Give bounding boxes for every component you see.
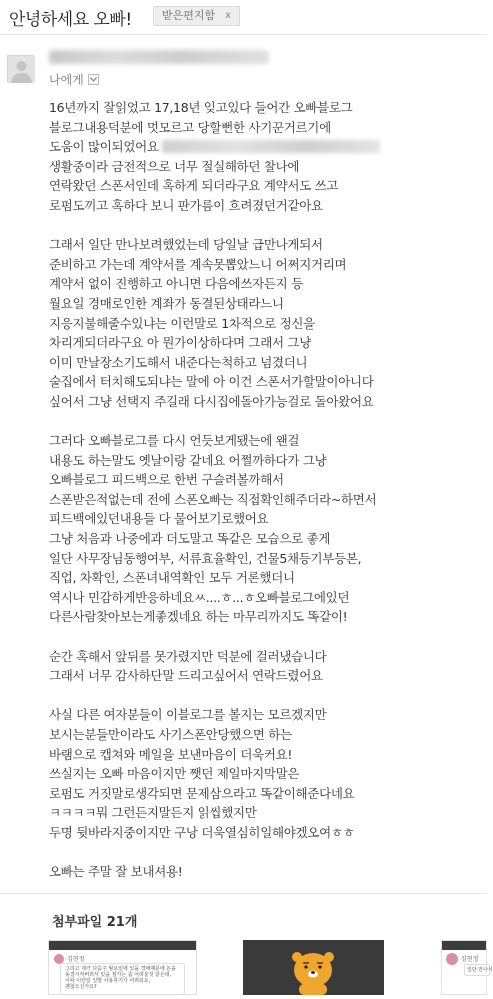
sender-name-redacted <box>49 50 269 64</box>
chat-sender-name: 김현정 <box>461 956 479 963</box>
chat-line: 괜찮으신가요? <box>65 984 97 990</box>
folder-tag-label: 받은편지함 <box>162 9 216 22</box>
chat-line: 그리고 제가 다음주 월요일에 있을 경매때문에 돈을 <box>65 966 176 972</box>
chat-sender-name: 김현정 <box>67 956 85 963</box>
body-line: 내용도 하는말도 옛날이랑 같네요 어쩔까하다가 그냥 <box>49 452 327 468</box>
ryan-character-emoticon-icon <box>243 940 384 995</box>
chat-topbar <box>442 941 486 950</box>
chat-bubble: 일단 만나서 <box>464 964 490 976</box>
chat-topbar <box>49 941 196 950</box>
body-line-text: 도움이 많이되었어요 <box>49 139 159 155</box>
body-line: 오빠는 주말 잘 보내셔용! <box>49 864 183 880</box>
mail-header <box>0 0 487 34</box>
body-line: 바램으로 캡쳐와 메일을 보낸마음이 더욱커요! <box>49 746 293 762</box>
folder-tag-remove-button[interactable]: x <box>225 10 232 21</box>
body-line: 사실 다른 여자분들이 이블로그를 볼지는 모르겠지만 <box>49 707 327 723</box>
body-line: 월요일 경매로인한 계좌가 동결된상태라느니 <box>49 295 284 311</box>
body-paragraph-3 <box>49 431 481 627</box>
body-line: ㅋㅋㅋㅋ뭐 그런든지말든지 읽씹했지만 <box>49 805 257 821</box>
body-line: 로펌도 거짓말로생각되면 문제삼으라고 똑같이해준다네요 <box>49 785 355 801</box>
header-divider <box>0 34 487 35</box>
body-line: 싶어서 그냥 선택지 주길래 다시집에돌아가능걸로 돌아왔어요 <box>49 393 374 409</box>
sender-avatar-icon <box>7 55 34 82</box>
body-line: 로펌도끼고 혹하다 보니 판가름이 흐려졌던거같아요 <box>49 197 323 213</box>
chat-line: 이따 이런일 일말 사용하기가 어려워요, <box>65 978 151 984</box>
body-line: 술집에서 터치해도되냐는 말에 아 이건 스폰서가할말이아니다 <box>49 374 374 390</box>
body-line: 블로그내용덕분에 멋모르고 당할뻔한 사기꾼거르기에 <box>49 119 331 135</box>
body-line: 직업, 차확인, 스폰녀내역확인 모두 거론했더니 <box>49 570 295 586</box>
body-line: 지응지불해줄수있냐는 이런말로 1차적으로 정신을 <box>49 315 315 331</box>
body-line: 생활중이라 금전적으로 너무 절실해하던 찰나에 <box>49 158 300 174</box>
folder-tag-inbox[interactable] <box>153 6 240 26</box>
body-line: 그러다 오빠블로그를 다시 언듯보게됐는에 왠걸 <box>49 433 300 449</box>
body-paragraph-2 <box>49 235 481 411</box>
attachment-divider <box>0 893 487 894</box>
chat-bubble <box>60 963 185 995</box>
body-line: 준비하고 가는데 계약서를 계속못뽑았느니 어쩌지거리며 <box>49 256 347 272</box>
chevron-down-icon[interactable] <box>88 74 99 85</box>
mail-subject: 안녕하세요 오빠! <box>9 10 132 30</box>
chat-line: 동결시켜버려서 있을 점가는 좀 어려울것 같은데, <box>65 972 172 978</box>
attachment-thumbnail-2[interactable] <box>243 940 384 995</box>
body-paragraph-1 <box>49 98 481 216</box>
body-line-with-redaction <box>49 137 481 157</box>
body-line: 역시나 민감하게반응하네요ㅆ....ㅎ...ㅎ오빠블로그에있던 <box>49 589 350 605</box>
body-line: 두명 뒷바라지중이지만 구낭 더욱열심히일해야겠오여ㅎㅎ <box>49 824 355 840</box>
body-line: 연락왔던 스폰서인데 혹하게 되더라구요 계약서도 쓰고 <box>49 178 339 194</box>
recipient-line <box>49 71 99 88</box>
attachment-thumbnail-1[interactable] <box>48 940 197 995</box>
body-line: 일단 사무장님동행여부, 서류효율확인, 건물5채등기부등본, <box>49 550 362 566</box>
mail-body <box>49 98 481 901</box>
recipient-label: 나에게 <box>49 73 84 87</box>
chat-avatar-icon <box>446 953 458 965</box>
body-line: 그래서 일단 만나보려했었는데 당일날 급만나게되서 <box>49 237 323 253</box>
body-paragraph-6 <box>49 862 481 882</box>
body-line: 피드백에있던내용들 다 물어보기로했어요 <box>49 511 269 527</box>
body-line: 그래서 너무 감사하단말 드리고싶어서 연락드렸어요 <box>49 668 323 684</box>
body-line: 계약서 없이 진행하고 아니면 다음에쓰자든지 등 <box>49 276 303 292</box>
body-line: 보시는분들만이라도 사기스폰안당했으면 하는 <box>49 727 292 742</box>
body-paragraph-5 <box>49 705 481 842</box>
attachment-thumbnail-3[interactable] <box>441 940 493 995</box>
body-line: 다른사람찾아보는게좋겠네요 하는 마무리까지도 똑같이! <box>49 609 348 625</box>
redacted-text <box>162 140 380 153</box>
body-line: 차리게되더라구요 아 뭔가이상하다며 그래서 그냥 <box>49 335 311 351</box>
body-line: 스폰받은적없는데 전에 스폰오빠는 직접확인해주더라~하면서 <box>49 491 377 507</box>
body-line: 이미 만날장소기도해서 내준다는척하고 넘겼더니 <box>49 354 308 370</box>
body-line: 16년까지 잘읽었고 17,18년 잊고있다 들어간 오빠블로그 <box>49 100 353 115</box>
attachment-count-title: 첨부파일 21개 <box>52 915 138 930</box>
body-line: 쓰실지는 오빠 마음이지만 쨋던 제일마지막말은 <box>49 766 300 782</box>
body-line: 순간 혹해서 앞뒤를 못가렸지만 덕분에 걸러냈습니다 <box>49 648 327 664</box>
body-line: 오빠블로그 피드백으로 한번 구슬려볼까해서 <box>49 472 284 488</box>
body-paragraph-4 <box>49 647 481 686</box>
body-line: 그냥 처음과 나중에과 더도말고 똑같은 모습으로 좋게 <box>49 531 331 547</box>
